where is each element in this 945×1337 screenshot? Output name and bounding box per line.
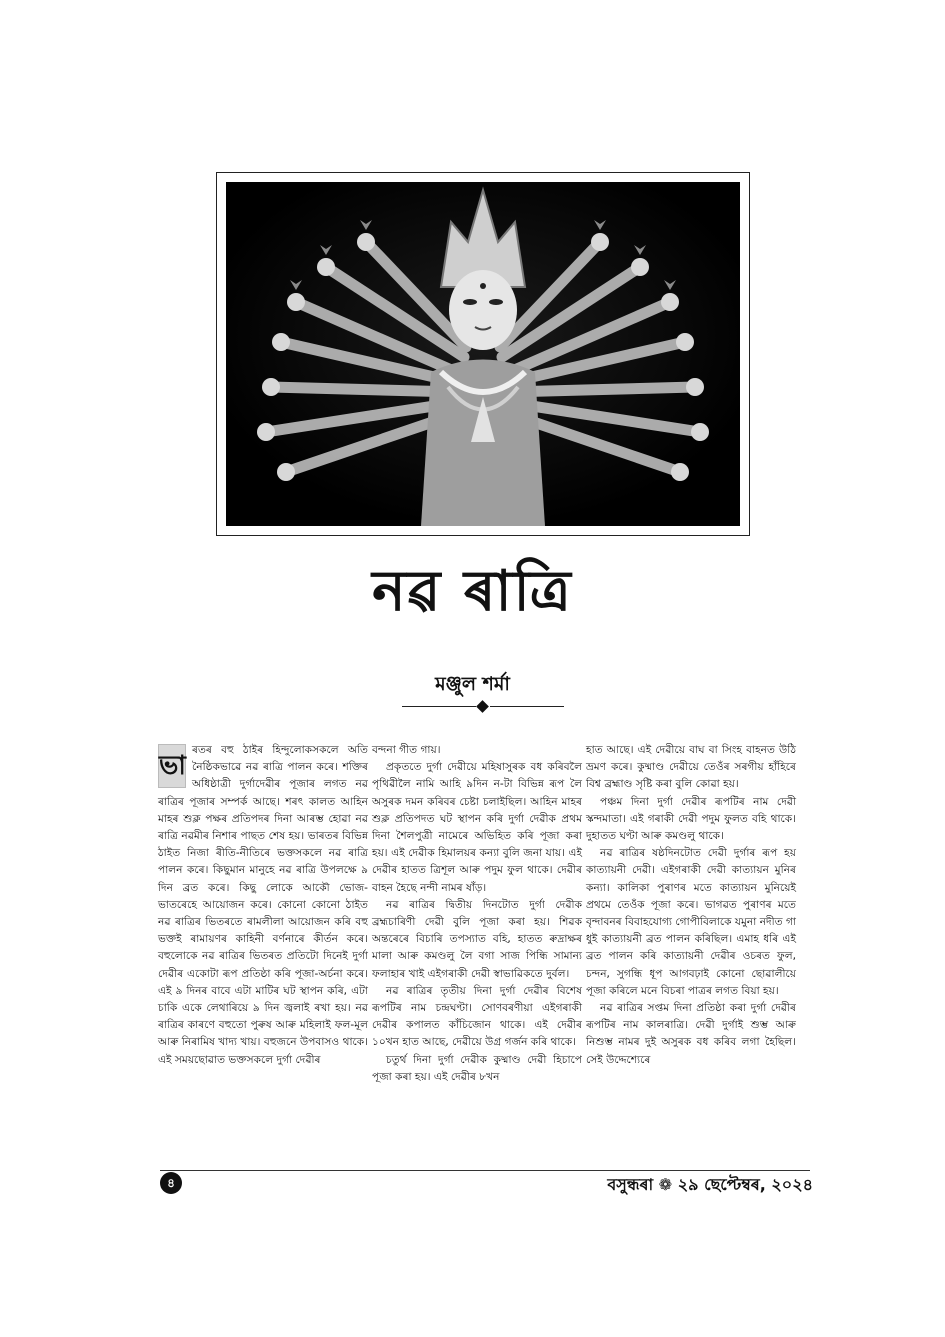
paragraph: প্ৰকৃততে দুৰ্গা দেৱীয়ে মহিষাসুৰক বধ কৰিবলৈ পৃথিৱীলৈ নামি আহি ৯দিন ন-টা বিভিন্ন ৰূপ লৈ অসুৰক দমন কৰিবৰ চেষ্টা চলাইছিল। আহিন মাহৰ শুক্ল প্ৰতিপদত ঘট স্থাপন কৰি দুৰ্গা দেৱীক প্ৰথম দিনা শৈলপুত্ৰী নামেৰে অভিহিত কৰি পূজা কৰা হয়। এই দেৱীক হিমালয়ৰ কন্যা বুলি জনা যায়। এই দেৱীৰ হাতত ত্ৰিশূল আৰু পদুম ফুল থাকে। দেৱীৰ বাহন হৈছে নন্দী নামৰ ষাঁড়। <box>372 761 582 894</box>
article-column-1 <box>158 742 368 1069</box>
paragraph: নৱ ৰাত্ৰিৰ সপ্তম দিনা প্ৰতিষ্ঠা কৰা দুৰ্গা দেৱীৰ ৰূপটিৰ নাম কালৰাত্ৰি। দেৱী দুৰ্গাই শুম্ভ আৰু নিশুম্ভ নামৰ দুই অসুৰক বধ কৰিব লগা হৈছিল। সেই উদ্দেশ্যেৰে <box>586 1002 796 1066</box>
article-photo-frame <box>216 172 750 536</box>
page-number: ৪ <box>160 1172 182 1194</box>
author-name: মঞ্জুল শৰ্মা <box>435 673 510 695</box>
paragraph: পঞ্চম দিনা দুৰ্গা দেৱীৰ ৰূপটিৰ নাম দেৱী স্কন্দমাতা। এই গৰাকী দেৱী পদুম ফুলত বহি থাকে। দুহাতত ঘণ্টা আৰু কমণ্ডলু থাকে। <box>586 795 796 843</box>
paragraph: নৱ ৰাত্ৰিৰ ষষ্ঠদিনটোত দেৱী দুৰ্গাৰ ৰূপ হয় কাত্যায়নী দেৱী। এইগৰাকী দেৱী কাত্যায়ন মুনিৰ কন্যা। কালিকা পুৰাণৰ মতে কাত্যায়ন মুনিয়েই প্ৰথমে তেওঁক পূজা কৰে। ভাগৱত পুৰাণৰ মতে বৃন্দাবনৰ বিবাহযোগ্য গোপীবিলাকে যমুনা নদীত গা ধুই কাত্যায়নী ব্ৰত পালন কৰিছিল। এমাহ ধৰি এই ব্ৰত পালন কৰি কাত্যায়নী দেৱীৰ ওচৰত ফুল, চন্দন, সুগন্ধি ধূপ আগবঢ়াই কোনো ছোৱালীয়ে পূজা কৰিলে মনে বিচৰা পাত্ৰৰ লগত বিয়া হয়। <box>586 847 796 997</box>
paragraph <box>158 742 368 1069</box>
footer-publication-date <box>607 1174 813 1196</box>
paragraph: নৱ ৰাত্ৰিৰ তৃতীয় দিনা দুৰ্গা দেৱীৰ বিশেষ ৰূপটিৰ নাম চন্দ্ৰঘণ্টা। সোণবৰণীয়া এইগৰাকী দেৱীৰ কপালত কাঁচিজোন থাকে। এই দেৱীৰ ১০খন হাত আছে, দেৱীয়ে উগ্ৰ গৰ্জন কৰি থাকে। <box>372 984 582 1049</box>
article-title: নৱ ৰাত্ৰি <box>372 559 573 624</box>
issue-date: ২৯ ছেপ্টেম্বৰ, ২০২৪ <box>677 1175 813 1194</box>
author-divider-right <box>490 706 564 707</box>
footer-divider <box>160 1170 810 1171</box>
durga-idol-illustration <box>226 182 740 526</box>
article-column-3 <box>586 742 796 1069</box>
paragraph: বন্দনা গীত গায়। <box>372 744 441 756</box>
paragraph: হাত আছে। এই দেৱীয়ে বাঘ বা সিংহ বাহনত উঠি ভ্ৰমণ কৰে। কুষ্মাণ্ড দেৱীয়ে তেওঁৰ সৰগীয় হাঁহিৰে বিশ্ব ব্ৰহ্মাণ্ড সৃষ্টি কৰা বুলি কোৱা হয়। <box>586 744 796 791</box>
paragraph: চতুৰ্থ দিনা দুৰ্গা দেৱীক কুষ্মাণ্ড দেৱী হিচাপে পূজা কৰা হয়। এই দেৱীৰ ৮খন <box>372 1053 582 1083</box>
paragraph: নৱ ৰাত্ৰিৰ দ্বিতীয় দিনটোত দুৰ্গা দেৱীক ব্ৰহ্মচাৰিণী দেৱী বুলি পূজা কৰা হয়। শিৱক অন্তৰেৰে বিচাৰি তপস্যাত বহি, হাতত ৰুদ্ৰাক্ষৰ মালা আৰু কমণ্ডলু লৈ বগা সাজ পিন্ধি সামান্য ফলাহাৰ খাই এইগৰাকী দেৱী স্বাভাৱিকতে দুৰ্বল। <box>372 898 582 980</box>
ornament-icon: ❁ <box>658 1175 673 1194</box>
durga-idol-photo <box>226 182 740 526</box>
paragraph-text: ৰতৰ বহু ঠাইৰ হিন্দুলোকসকলে অতি নৈষ্ঠিকভাৱে নৱ ৰাত্ৰি পালন কৰে। শক্তিৰ অধিষ্ঠাত্ৰী দুৰ্গাদেৱীৰ পূজাৰ লগত নৱ ৰাত্ৰিৰ পূজাৰ সম্পৰ্ক আছে। শৰৎ কালত আহিন মাহৰ শুক্ল পক্ষৰ প্ৰতিপদৰ দিনা আৰম্ভ হোৱা নৱ ৰাত্ৰি নৱমীৰ নিশাৰ পাছত শেষ হয়। ভাৰতৰ বিভিন্ন ঠাইত নিজা ৰীতি-নীতিৰে ভক্তসকলে নৱ ৰাত্ৰি পালন কৰে। কিছুমান মানুহে নৱ ৰাত্ৰি উপলক্ষে ৯ দিন ব্ৰত কৰে। কিছু লোকে আকৌ ভোজ-ভাতৰেহে আয়োজন কৰে। কোনো কোনো ঠাইত নৱ ৰাত্ৰিৰ ভিতৰতে ৰামলীলা আয়োজন কৰি বহু ভক্তই ৰামায়ণৰ কাহিনী বৰ্ণনাৰে কীৰ্তন কৰে। বহুলোকে নৱ ৰাত্ৰিৰ ভিতৰত প্ৰতিটো দিনেই দুৰ্গা দেৱীৰ একোটা ৰূপ প্ৰতিষ্ঠা কৰি পূজা-অৰ্চনা কৰে। এই ৯ দিনৰ বাবে এটা মাটিৰ ঘট স্থাপন কৰি, এটা চাকি একে লেথাৰিয়ে ৯ দিন জ্বলাই ৰখা হয়। নৱ ৰাত্ৰিৰ কাৰণে বহুতো পুৰুষ আৰু মহিলাই ফল-মূল আৰু নিৰামিষ খাদ্য খায়। বহুজনে উপবাসও থাকে। এই সময়ছোৱাত ভক্তসকলে দুৰ্গা দেৱীৰ <box>158 744 368 1066</box>
article-column-2 <box>372 742 582 1086</box>
publication-name: বসুন্ধৰা <box>607 1175 654 1194</box>
author-divider-ornament <box>476 700 489 713</box>
author-divider-left <box>402 706 476 707</box>
drop-cap: ভা <box>158 744 186 788</box>
